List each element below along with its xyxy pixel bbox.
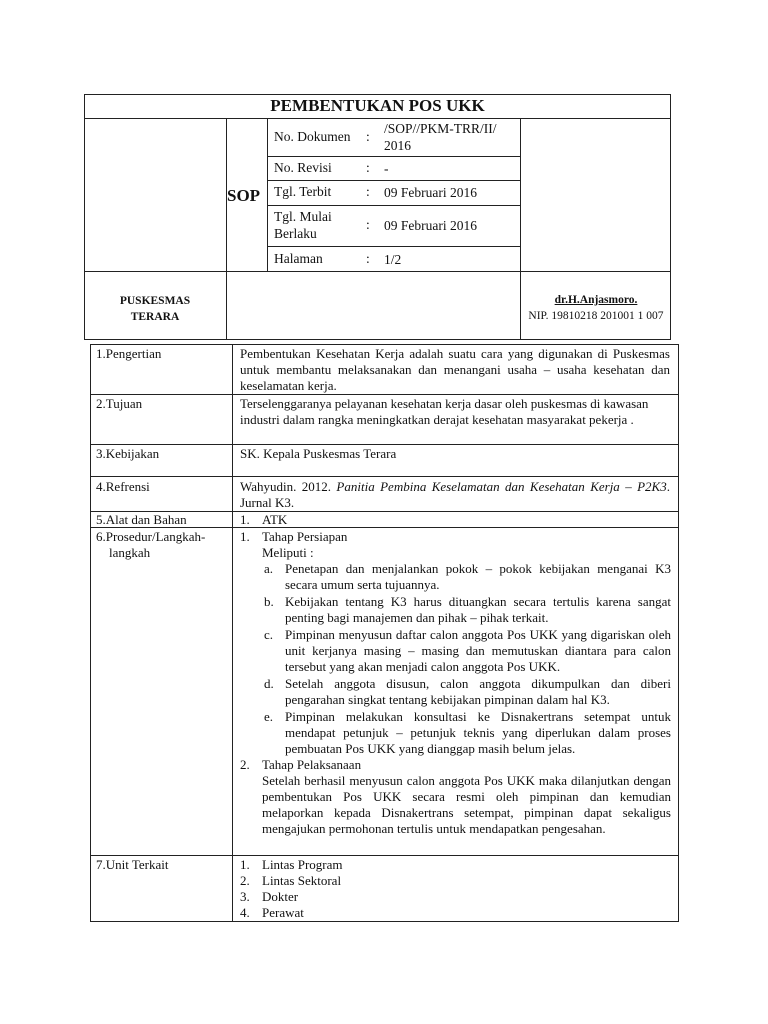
page-title: PEMBENTUKAN POS UKK: [270, 96, 485, 115]
signature-block: [521, 292, 671, 324]
signer-name: dr.H.Anjasmoro.: [554, 294, 638, 306]
doc-field-revisi: [268, 160, 521, 180]
divider: [232, 344, 233, 922]
section-label-pengertian: 1.Pengertian: [96, 346, 162, 361]
organization-name: [84, 293, 226, 325]
list-item: Lintas Sektoral: [262, 873, 342, 888]
divider: [90, 476, 679, 477]
signer-nip: NIP. 19810218 201001 1 007: [528, 310, 664, 322]
step-title: Tahap Pelaksanaan: [262, 757, 362, 772]
list-letter: b.: [264, 594, 274, 609]
field-label: Tgl. Terbit: [274, 184, 332, 199]
list-item: Pimpinan menyusun daftar calon anggota Pos UKK yang digariskan oleh unit kerjanya masing – masing dan memutuskan diantara para calon tersebut yang akan menjadi calon anggota Pos UKK.: [285, 627, 671, 674]
list-number: 3.: [240, 889, 250, 904]
divider: [267, 246, 520, 247]
list-item: ATK: [262, 512, 288, 527]
section-label-tujuan: 2.Tujuan: [96, 396, 143, 411]
sop-label: SOP: [227, 186, 261, 205]
divider: [90, 444, 679, 445]
doc-field-dokumen: [268, 120, 521, 156]
label-line: langkah: [109, 545, 151, 560]
section-label-prosedur: [96, 529, 205, 561]
divider: [90, 394, 679, 395]
label-line: 6.Prosedur/Langkah-: [96, 529, 206, 544]
step-intro: Meliputi :: [262, 545, 314, 560]
org-line: PUSKESMAS: [119, 295, 191, 307]
list-item: Dokter: [262, 889, 299, 904]
list-number: 1.: [240, 512, 250, 527]
list-item: Perawat: [262, 905, 304, 920]
field-label: Tgl. Mulai Berlaku: [274, 209, 332, 241]
list-number: 2.: [240, 873, 250, 888]
section-text-pengertian: Pembentukan Kesehatan Kerja adalah suatu cara yang digunakan di Puskesmas untuk membantu melaksanakan dan menangani usaha – usaha kesehatan dan keselamatan kerja.: [240, 346, 670, 393]
divider: [90, 855, 679, 856]
section-label-kebijakan: 3.Kebijakan: [96, 446, 160, 461]
list-item: Setelah anggota disusun, calon anggota dikumpulkan dan diberi pengarahan singkat tentang kebijakan pimpinan dalam hal K3.: [285, 676, 671, 707]
ref-title: Panitia Pembina Keselamatan dan Kesehatan Kerja – P2K3: [336, 479, 667, 494]
field-value: 09 Februari 2016: [384, 185, 477, 200]
list-number: 2.: [240, 757, 250, 772]
field-value: /SOP//PKM-TRR/II/ 2016: [384, 121, 497, 153]
field-label: No. Dokumen: [274, 129, 351, 144]
field-label: No. Revisi: [274, 160, 332, 175]
field-colon: :: [366, 129, 370, 144]
field-value: 09 Februari 2016: [384, 218, 477, 233]
list-letter: c.: [264, 627, 274, 642]
divider: [267, 180, 520, 181]
section-text-referensi: [240, 479, 670, 511]
divider: [84, 118, 671, 119]
field-colon: :: [366, 217, 370, 232]
doc-field-berlaku: [268, 208, 521, 246]
field-colon: :: [366, 160, 370, 175]
org-line: TERARA: [130, 311, 180, 323]
list-item: Pimpinan melakukan konsultasi ke Disnakertrans setempat untuk mendapat petunjuk – petunjuk teknis yang diperlukan dalam proses pembuatan Pos UKK yang dianggap masih belum jelas.: [285, 709, 671, 756]
list-number: 1.: [240, 529, 250, 544]
doc-field-halaman: [268, 251, 521, 271]
list-item: Penetapan dan menjalankan pokok – pokok kebijakan menganai K3 secara umum serta tujuannya.: [285, 561, 671, 592]
field-value: 1/2: [384, 252, 402, 267]
list-letter: d.: [264, 676, 274, 691]
field-colon: :: [366, 251, 370, 266]
section-label-unit: 7.Unit Terkait: [96, 857, 169, 872]
list-number: 1.: [240, 857, 250, 872]
section-label-alat: 5.Alat dan Bahan: [96, 512, 187, 527]
list-item: Lintas Program: [262, 857, 343, 872]
ref-author: Wahyudin. 2012.: [240, 479, 337, 494]
divider: [226, 118, 227, 340]
list-number: 4.: [240, 905, 250, 920]
list-item: Kebijakan tentang K3 harus dituangkan secara tertulis karena sangat penting bagi manajemen dan pihak – pihak terkait.: [285, 594, 671, 625]
field-value: -: [384, 161, 389, 176]
divider: [267, 205, 520, 206]
section-label-referensi: 4.Refrensi: [96, 479, 150, 494]
ref-journal: . Jurnal K3.: [240, 479, 670, 510]
section-text-tujuan: Terselenggaranya pelayanan kesehatan kerja dasar oleh puskesmas di kawasan industri dalam rangka meningkatkan derajat kesehatan masyarakat pekerja .: [240, 396, 649, 427]
divider: [84, 271, 671, 272]
list-letter: e.: [264, 709, 274, 724]
step-title: Tahap Persiapan: [262, 529, 348, 544]
divider: [267, 156, 520, 157]
section-text-kebijakan: SK. Kepala Puskesmas Terara: [240, 446, 397, 461]
step-text: Setelah berhasil menyusun calon anggota Pos UKK maka dilanjutkan dengan pembentukan Pos UKK secara resmi oleh pimpinan dan kemudian melaporkan kepada Disnakertrans setempat, pimpinan dapat sekaligus mengajukan permohonan tertulis untuk mendapatkan pengesahan.: [262, 773, 671, 836]
field-colon: :: [366, 184, 370, 199]
field-label: Halaman: [274, 251, 323, 266]
doc-field-terbit: [268, 184, 521, 204]
list-letter: a.: [264, 561, 274, 576]
